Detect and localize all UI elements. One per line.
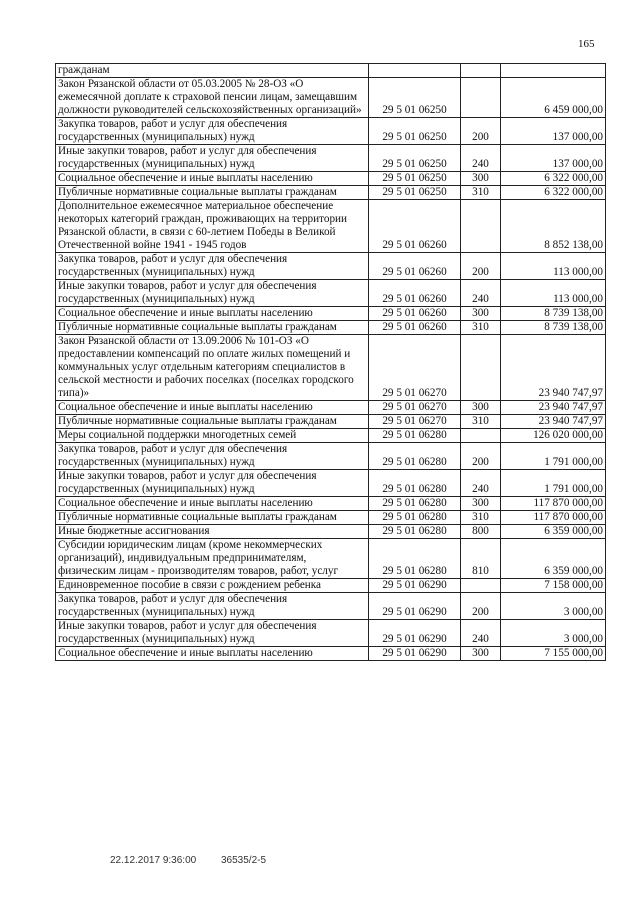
table-row [56, 647, 606, 661]
row-expense-type-cell: 240 [461, 470, 501, 497]
row-name-cell: Дополнительное ежемесячное материальное обеспечение некоторых категорий граждан, проживающих на территории Рязанской области, в связи с 60-летием Победы в Великой Отечественной войне 1941 - 1945 годов [56, 200, 369, 253]
row-expense-type-cell: 200 [461, 593, 501, 620]
row-expense-type-cell: 300 [461, 401, 501, 415]
row-name-cell: Закон Рязанской области от 05.03.2005 № 28-ОЗ «О ежемесячной доплате к страховой пенсии лицам, замещавшим должности руководителей сельскохозяйственных организаций» [56, 78, 369, 118]
row-sum-cell: 23 940 747,97 [501, 401, 606, 415]
row-expense-type-cell: 240 [461, 620, 501, 647]
row-expense-type-cell [461, 200, 501, 253]
row-name-cell: Иные закупки товаров, работ и услуг для обеспечения государственных (муниципальных) нужд [56, 470, 369, 497]
row-code-cell: 29 5 01 06280 [369, 470, 461, 497]
row-code-cell: 29 5 01 06250 [369, 172, 461, 186]
row-name-cell: Закупка товаров, работ и услуг для обеспечения государственных (муниципальных) нужд [56, 253, 369, 280]
row-name-cell: Социальное обеспечение и иные выплаты населению [56, 401, 369, 415]
table-row [56, 539, 606, 579]
table-row [56, 335, 606, 401]
row-sum-cell: 6 459 000,00 [501, 78, 606, 118]
row-code-cell: 29 5 01 06280 [369, 497, 461, 511]
row-expense-type-cell: 300 [461, 647, 501, 661]
table-row [56, 593, 606, 620]
row-expense-type-cell: 300 [461, 307, 501, 321]
table-row [56, 78, 606, 118]
table-row [56, 511, 606, 525]
row-code-cell: 29 5 01 06280 [369, 539, 461, 579]
row-expense-type-cell: 310 [461, 415, 501, 429]
row-name-cell: Социальное обеспечение и иные выплаты населению [56, 172, 369, 186]
row-sum-cell: 8 739 138,00 [501, 307, 606, 321]
row-code-cell: 29 5 01 06290 [369, 620, 461, 647]
row-name-cell: Иные закупки товаров, работ и услуг для обеспечения государственных (муниципальных) нужд [56, 620, 369, 647]
row-expense-type-cell: 800 [461, 525, 501, 539]
table-row [56, 620, 606, 647]
row-sum-cell: 7 155 000,00 [501, 647, 606, 661]
table-row [56, 497, 606, 511]
row-sum-cell: 7 158 000,00 [501, 579, 606, 593]
row-expense-type-cell [461, 579, 501, 593]
table-row [56, 443, 606, 470]
row-expense-type-cell: 200 [461, 443, 501, 470]
row-expense-type-cell [461, 335, 501, 401]
row-name-cell: Публичные нормативные социальные выплаты гражданам [56, 415, 369, 429]
row-name-cell: Меры социальной поддержки многодетных семей [56, 429, 369, 443]
budget-table-body [56, 64, 606, 661]
table-row [56, 401, 606, 415]
row-code-cell: 29 5 01 06250 [369, 118, 461, 145]
table-row [56, 118, 606, 145]
row-expense-type-cell [461, 64, 501, 78]
row-code-cell: 29 5 01 06260 [369, 307, 461, 321]
row-name-cell: Публичные нормативные социальные выплаты гражданам [56, 186, 369, 200]
row-code-cell: 29 5 01 06270 [369, 335, 461, 401]
row-name-cell: Закупка товаров, работ и услуг для обеспечения государственных (муниципальных) нужд [56, 593, 369, 620]
row-sum-cell: 3 000,00 [501, 620, 606, 647]
row-name-cell: Субсидии юридическим лицам (кроме некоммерческих организаций), индивидуальным предпринимателям, физическим лицам - производителям товаров, работ, услуг [56, 539, 369, 579]
row-sum-cell: 1 791 000,00 [501, 470, 606, 497]
row-sum-cell: 126 020 000,00 [501, 429, 606, 443]
page-number: 165 [578, 38, 595, 50]
table-row [56, 186, 606, 200]
table-row [56, 429, 606, 443]
row-expense-type-cell [461, 78, 501, 118]
budget-table [55, 63, 606, 661]
row-sum-cell: 113 000,00 [501, 253, 606, 280]
row-sum-cell: 137 000,00 [501, 118, 606, 145]
row-code-cell: 29 5 01 06260 [369, 200, 461, 253]
row-sum-cell: 1 791 000,00 [501, 443, 606, 470]
row-sum-cell: 8 852 138,00 [501, 200, 606, 253]
table-row [56, 64, 606, 78]
row-expense-type-cell: 310 [461, 511, 501, 525]
row-code-cell: 29 5 01 06280 [369, 511, 461, 525]
row-sum-cell: 137 000,00 [501, 145, 606, 172]
row-name-cell: Социальное обеспечение и иные выплаты населению [56, 647, 369, 661]
row-sum-cell: 6 359 000,00 [501, 525, 606, 539]
row-expense-type-cell: 200 [461, 253, 501, 280]
row-name-cell: Закупка товаров, работ и услуг для обеспечения государственных (муниципальных) нужд [56, 118, 369, 145]
row-sum-cell: 8 739 138,00 [501, 321, 606, 335]
row-name-cell: Социальное обеспечение и иные выплаты населению [56, 497, 369, 511]
row-name-cell: Публичные нормативные социальные выплаты гражданам [56, 511, 369, 525]
table-row [56, 280, 606, 307]
row-sum-cell: 23 940 747,97 [501, 415, 606, 429]
table-row [56, 321, 606, 335]
row-name-cell: Иные закупки товаров, работ и услуг для обеспечения государственных (муниципальных) нужд [56, 280, 369, 307]
row-expense-type-cell: 310 [461, 321, 501, 335]
row-name-cell: гражданам [56, 64, 369, 78]
row-name-cell: Единовременное пособие в связи с рождением ребенка [56, 579, 369, 593]
row-expense-type-cell: 810 [461, 539, 501, 579]
row-code-cell: 29 5 01 06290 [369, 593, 461, 620]
row-sum-cell: 6 322 000,00 [501, 172, 606, 186]
row-expense-type-cell: 300 [461, 497, 501, 511]
row-code-cell: 29 5 01 06280 [369, 525, 461, 539]
row-code-cell: 29 5 01 06260 [369, 253, 461, 280]
row-code-cell: 29 5 01 06290 [369, 647, 461, 661]
row-code-cell: 29 5 01 06270 [369, 415, 461, 429]
table-row [56, 415, 606, 429]
footer-doc-code: 36535/2-5 [220, 855, 267, 866]
row-name-cell: Закупка товаров, работ и услуг для обеспечения государственных (муниципальных) нужд [56, 443, 369, 470]
row-sum-cell: 6 359 000,00 [501, 539, 606, 579]
table-row [56, 145, 606, 172]
row-code-cell: 29 5 01 06250 [369, 78, 461, 118]
row-expense-type-cell: 300 [461, 172, 501, 186]
row-expense-type-cell: 310 [461, 186, 501, 200]
row-name-cell: Закон Рязанской области от 13.09.2006 № 101-ОЗ «О предоставлении компенсаций по оплате жилых помещений и коммунальных услуг отдельным категориям специалистов в сельской местности и рабочих поселках (поселках городского типа)» [56, 335, 369, 401]
row-name-cell: Публичные нормативные социальные выплаты гражданам [56, 321, 369, 335]
row-code-cell: 29 5 01 06270 [369, 401, 461, 415]
row-expense-type-cell: 240 [461, 145, 501, 172]
table-row [56, 307, 606, 321]
table-row [56, 253, 606, 280]
row-code-cell: 29 5 01 06290 [369, 579, 461, 593]
page-footer [110, 855, 266, 866]
row-expense-type-cell: 240 [461, 280, 501, 307]
row-code-cell: 29 5 01 06250 [369, 186, 461, 200]
row-sum-cell: 6 322 000,00 [501, 186, 606, 200]
row-code-cell: 29 5 01 06280 [369, 429, 461, 443]
row-code-cell: 29 5 01 06260 [369, 321, 461, 335]
table-row [56, 579, 606, 593]
footer-timestamp: 22.12.2017 9:36:00 [110, 855, 197, 866]
table-row [56, 172, 606, 186]
row-expense-type-cell [461, 429, 501, 443]
row-code-cell: 29 5 01 06250 [369, 145, 461, 172]
row-expense-type-cell: 200 [461, 118, 501, 145]
row-code-cell: 29 5 01 06280 [369, 443, 461, 470]
row-sum-cell: 117 870 000,00 [501, 511, 606, 525]
row-name-cell: Иные закупки товаров, работ и услуг для обеспечения государственных (муниципальных) нужд [56, 145, 369, 172]
row-code-cell: 29 5 01 06260 [369, 280, 461, 307]
row-sum-cell: 3 000,00 [501, 593, 606, 620]
row-code-cell [369, 64, 461, 78]
row-name-cell: Иные бюджетные ассигнования [56, 525, 369, 539]
table-row [56, 200, 606, 253]
row-sum-cell: 113 000,00 [501, 280, 606, 307]
row-sum-cell [501, 64, 606, 78]
table-row [56, 525, 606, 539]
row-sum-cell: 117 870 000,00 [501, 497, 606, 511]
row-sum-cell: 23 940 747,97 [501, 335, 606, 401]
table-row [56, 470, 606, 497]
row-name-cell: Социальное обеспечение и иные выплаты населению [56, 307, 369, 321]
